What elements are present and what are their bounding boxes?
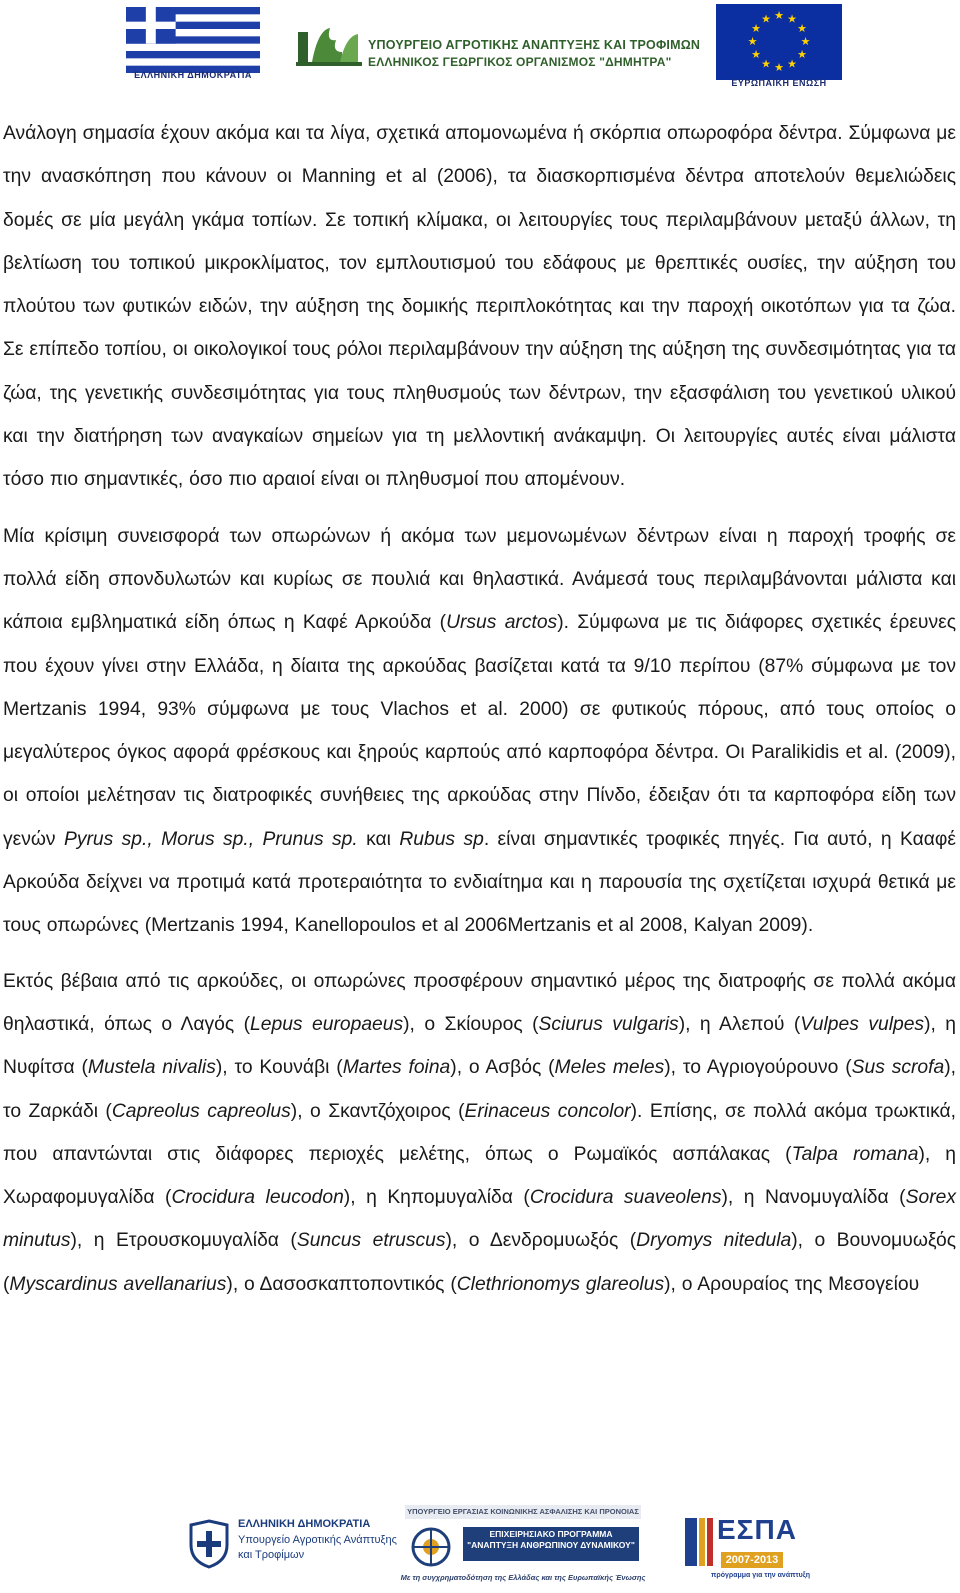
programme-emblem-icon <box>409 1525 453 1569</box>
species-name: Rubus sp <box>399 828 484 850</box>
svg-text:★: ★ <box>761 12 771 26</box>
svg-text:★: ★ <box>787 12 797 26</box>
species-name: Clethrionomys glareolus <box>456 1273 665 1295</box>
species-name: Pyrus sp. <box>63 828 148 850</box>
paragraph-text: Ανάλογη σημασία έχουν ακόμα και τα λίγα, σχετικά απομονωμένα ή σκόρπια οπωροφόρα δέντρα. Σύμφωνα με την ανασκόπηση που κάνουν οι Manning et al (2006), τα διασκορπισμένα δέντρα αποτελούν θεμελιώδεις δομές σε μία μεγάλη γκάμα τοπίων. Σε τοπική κλίμακα, οι λειτουργίες τους περιλαμβάνουν μεταξύ άλλων, τη βελτίωση του τοπικού μικροκλίματος, τον εμπλουτισμού του εδάφους με θρεπτικές ουσίες, την αύξηση του πλούτου των φυτικών ειδών, την αύξηση της δομικής περιπλοκότητας και την παροχή οικοτόπων για τα ζώα. Σε επίπεδο τοπίου, οι οικολογικοί τους ρόλοι περιλαμβάνουν την αύξηση της αύξηση της συνδεσιμότητας για τα ζώα, της γενετικής συνδεσιμότητας για τους πληθυσμούς των δέντρων, την εξασφάλιση του γενετικού υλικού και την διατήρηση των αναγκαίων σημείων για τη μελλοντική ανάκαμψη. Οι λειτουργίες αυτές είναι μάλιστα τόσο πιο σημαντικές, όσο πιο αραιοί είναι οι πληθυσμοί που απομένουν. <box>3 123 956 491</box>
svg-text:★: ★ <box>787 57 797 71</box>
espa-title: ΕΣΠΑ <box>717 1514 797 1545</box>
page-footer <box>0 1500 960 1593</box>
text-run: , <box>248 828 263 850</box>
species-name: Crocidura leucodon <box>171 1187 344 1209</box>
species-name: Ursus arctos <box>446 612 558 634</box>
species-name: Sorex minutus <box>3 1187 956 1252</box>
species-name: Mustela nivalis <box>87 1057 216 1079</box>
svg-text:★: ★ <box>761 57 771 71</box>
species-name: Suncus etruscus <box>296 1230 446 1252</box>
operational-programme-logo <box>400 1505 646 1587</box>
species-name: Myscardinus avellanarius <box>9 1273 227 1295</box>
text-run: ), η Ετρουσκομυγαλίδα ( <box>70 1230 297 1252</box>
text-run: ), ο Σκίουρος ( <box>403 1013 539 1035</box>
species-name: Meles meles <box>554 1057 665 1079</box>
text-run: ), ο Ασβός ( <box>450 1057 555 1079</box>
svg-text:★: ★ <box>797 22 807 35</box>
text-run: ), η Χωραφομυγαλίδα ( <box>3 1143 956 1209</box>
species-name: Sciurus vulgaris <box>538 1013 679 1035</box>
text-run: ), ο Βουνομυωξός ( <box>3 1230 957 1295</box>
species-name: Crocidura suaveolens <box>529 1187 722 1209</box>
text-run: Εκτός βέβαια από τις αρκούδες, οι οπωρώνες προσφέρουν σημαντικό μέρος της διατροφής σε πολλά ακόμα θηλαστικά, όπως ο Λαγός ( <box>3 970 956 1035</box>
text-run: ), το Αγριογούρουνο ( <box>664 1057 852 1079</box>
species-name: Prunus sp. <box>262 828 358 850</box>
text-run: Μία κρίσιμη συνεισφορά των οπωρώνων ή ακόμα των μεμονωμένων δέντρων είναι η παροχή τροφής σε πολλά είδη σπονδυλωτών και κυρίως σε πουλιά και θηλαστικά. Ανάμεσά τους περιλαμβάνονται μάλιστα και κάποια εμβληματικά είδη όπως η Καφέ Αρκούδα ( <box>3 525 956 634</box>
text-run: ), η Νυφίτσα ( <box>3 1013 957 1079</box>
espa-period: 2007-2013 <box>721 1552 783 1568</box>
footer-ministry-line1: Υπουργείο Αγροτικής Ανάπτυξης <box>238 1534 397 1546</box>
organization-name: ΕΛΛΗΝΙΚΟΣ ΓΕΩΡΓΙΚΟΣ ΟΡΓΑΝΙΣΜΟΣ "ΔΗΜΗΤΡΑ" <box>368 55 672 69</box>
ministry-name: ΥΠΟΥΡΓΕΙΟ ΑΓΡΟΤΙΚΗΣ ΑΝΑΠΤΥΞΗΣ ΚΑΙ ΤΡΟΦΙΜΩΝ <box>368 38 701 52</box>
text-run: ), ο Αρουραίος της Μεσογείου <box>664 1273 920 1295</box>
paragraph-scattered-trees <box>3 112 956 502</box>
text-run: ), η Αλεπού ( <box>678 1013 801 1035</box>
svg-text:★: ★ <box>747 35 758 48</box>
text-run: , <box>147 828 162 850</box>
greek-emblem-icon <box>187 1519 231 1569</box>
svg-text:★: ★ <box>774 9 784 22</box>
page-header <box>0 0 960 92</box>
espa-stripes-icon <box>683 1516 715 1568</box>
svg-text:★: ★ <box>774 61 784 74</box>
eu-flag-icon <box>716 4 842 80</box>
species-name: Talpa romana <box>791 1143 919 1165</box>
espa-subtitle: πρόγραμμα για την ανάπτυξη <box>711 1572 811 1579</box>
svg-text:★: ★ <box>751 48 761 61</box>
species-name: Dryomys nitedula <box>636 1230 792 1252</box>
species-name: Erinaceus concolor <box>464 1100 631 1122</box>
text-run: ). Σύμφωνα με τις διάφορες σχετικές έρευνες που έχουν γίνει στην Ελλάδα, η δίαιτα της αρκούδας βασίζεται κατά τα 9/10 περίπου (87% σύμφωνα με τον Mertzanis 1994, 93% σύμφωνα με τους Vlachos et al. 2000) σε φυτικούς πόρους, από τους οποίος ο μεγαλύτερος όγκος αφορά φρέσκους και ξηρούς καρπούς από καρποφόρα δέντρα. Οι Paralikidis et al. (2009), οι οποίοι μελέτησαν τις διατροφικές συνήθειες της αρκούδας στην Πίνδο, έδειξαν ότι τα καρποφόρα είδη των γενών <box>3 612 956 850</box>
species-name: Vulpes vulpes <box>800 1013 925 1035</box>
svg-text:★: ★ <box>800 35 811 48</box>
text-run: . είναι σημαντικές τροφικές πηγές. Για αυτό, η Κααφέ Αρκούδα δείχνει να προτιμά κατά προτεραιότητα το ενδιαίτημα και η παρουσία της σχετίζεται ισχυρά θετικά με τους οπωρώνες (Mertzanis 1994, Kanellopoulos et al 2006Mertzanis et al 2008, Kalyan 2009). <box>3 828 956 937</box>
svg-text:★: ★ <box>797 48 807 61</box>
text-run: ), το Κουνάβι ( <box>215 1057 343 1079</box>
programme-title: ΕΠΙΧΕΙΡΗΣΙΑΚΟ ΠΡΟΓΡΑΜΜΑ "ΑΝΑΠΤΥΞΗ ΑΝΘΡΩΠΙΝΟΥ ΔΥΝΑΜΙΚΟΥ" <box>463 1527 639 1561</box>
species-name: Capreolus capreolus <box>111 1100 291 1122</box>
text-run: ), ο Δενδρομυωξός ( <box>445 1230 637 1252</box>
text-run: ), το Ζαρκάδι ( <box>3 1057 956 1122</box>
labour-ministry-banner: ΥΠΟΥΡΓΕΙΟ ΕΡΓΑΣΙΑΣ ΚΟΙΝΩΝΙΚΗΣ ΑΣΦΑΛΙΣΗΣ ΚΑΙ ΠΡΟΝΟΙΑΣ <box>405 1505 641 1519</box>
species-name: Morus sp. <box>161 828 249 850</box>
eu-caption: ΕΥΡΩΠΑΪΚΗ ΕΝΩΣΗ <box>731 78 827 88</box>
text-run: και <box>357 828 400 850</box>
ministry-emblem-icon <box>296 22 362 70</box>
document-body <box>3 112 956 1306</box>
svg-text:★: ★ <box>751 22 761 35</box>
footer-ministry-line2: και Τροφίμων <box>238 1549 305 1561</box>
cofunding-caption: Με τη συγχρηματοδότηση της Ελλάδας και της Ευρωπαϊκής Ένωσης <box>400 1573 646 1582</box>
text-run: ), ο Σκαντζόχοιρος ( <box>290 1100 465 1122</box>
species-name: Martes foina <box>342 1057 451 1079</box>
ministry-logo <box>296 22 701 72</box>
greek-flag-icon <box>126 7 260 73</box>
species-name: Sus scrofa <box>851 1057 945 1079</box>
paragraph-other-mammals <box>3 960 956 1306</box>
text-run: ). Επίσης, σε πολλά ακόμα τρωκτικά, που απαντώνται στις διάφορες περιοχές μελέτης, όπως ο Ρωμαϊκός ασπάλακας ( <box>3 1100 956 1165</box>
espa-logo <box>683 1508 811 1588</box>
text-run: ), ο Δασοσκαπτοποντικός ( <box>226 1273 457 1295</box>
footer-greece-title: ΕΛΛΗΝΙΚΗ ΔΗΜΟΚΡΑΤΙΑ <box>238 1518 371 1530</box>
text-run: ), η Νανομυγαλίδα ( <box>721 1187 906 1209</box>
paragraph-bear-diet <box>3 515 956 948</box>
text-run: ), η Κηπομυγαλίδα ( <box>343 1187 530 1209</box>
species-name: Lepus europaeus <box>250 1013 404 1035</box>
greece-caption: ΕΛΛΗΝΙΚΗ ΔΗΜΟΚΡΑΤΙΑ <box>134 70 252 80</box>
